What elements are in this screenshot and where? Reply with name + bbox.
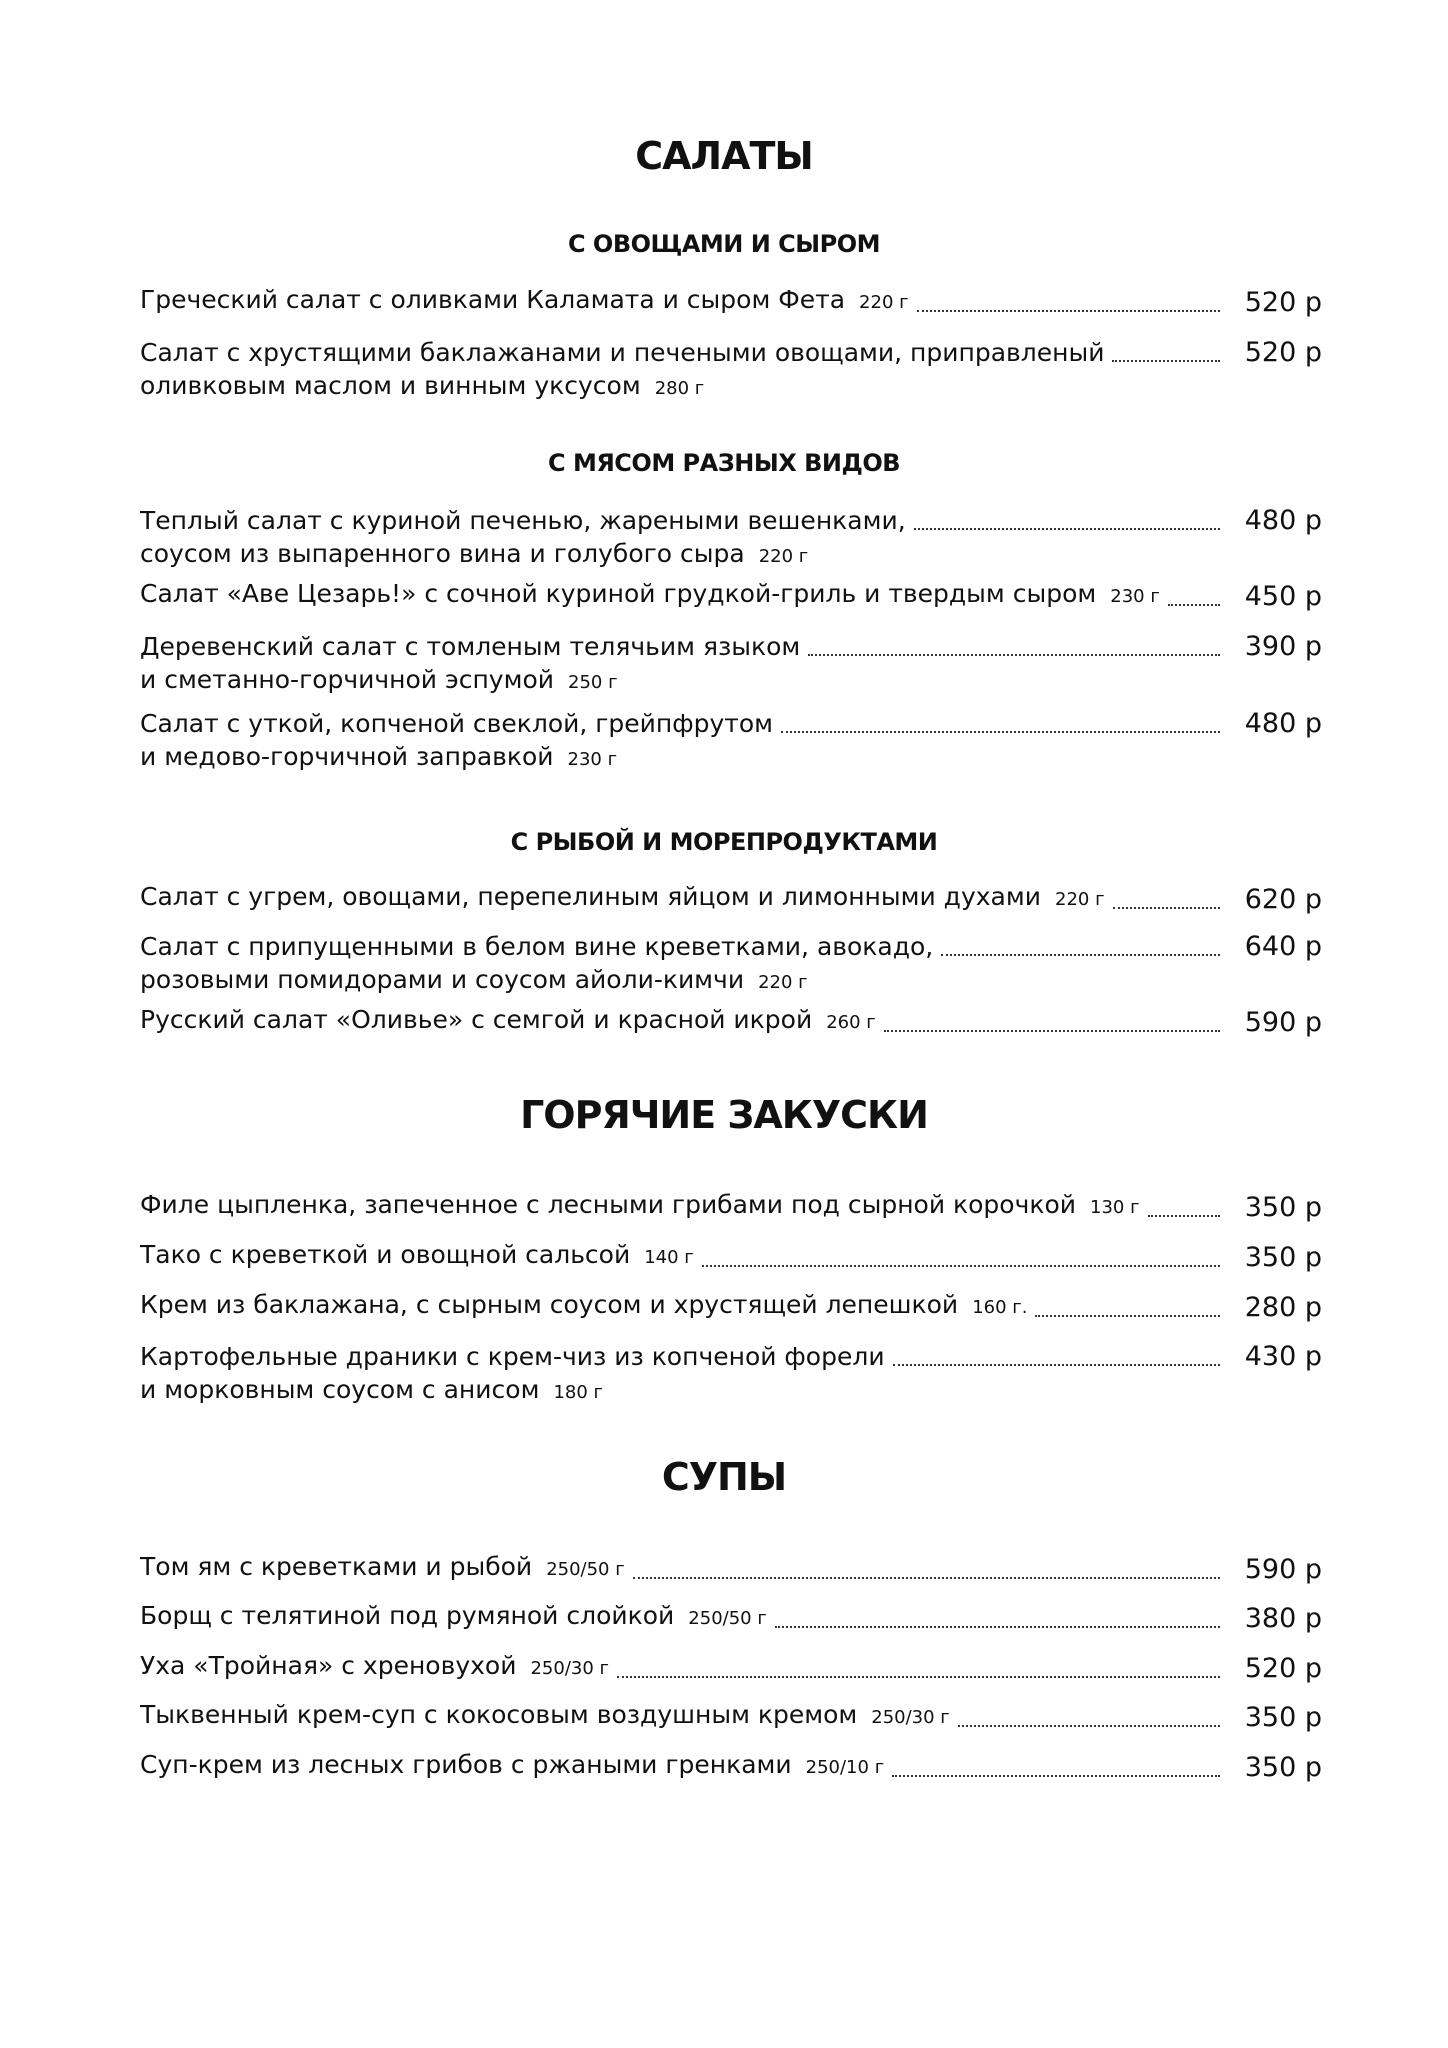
item-weight: 140 г	[644, 1247, 694, 1268]
item-price: 450 р	[1244, 581, 1322, 612]
subsection-title-meat: С МЯСОМ РАЗНЫХ ВИДОВ	[547, 449, 901, 477]
item-name: Картофельные драники с крем-чиз из копченой форели	[140, 1342, 885, 1371]
item-price: 350 р	[1244, 1242, 1322, 1273]
subsection-title-vegetables-cheese: С ОВОЩАМИ И СЫРОМ	[567, 230, 881, 258]
section-title-salads: САЛАТЫ	[635, 134, 813, 178]
dot-leader	[702, 1265, 1220, 1267]
menu-item	[140, 1291, 1322, 1325]
item-weight: 280 г	[654, 378, 705, 399]
item-weight: 260 г	[826, 1012, 876, 1033]
item-name: Салат с хрустящими баклажанами и печеными овощами, приправленый	[140, 338, 1105, 367]
item-name: Тако с креветкой и овощной сальсой	[140, 1240, 631, 1269]
item-price: 280 р	[1244, 1292, 1322, 1323]
item-price: 590 р	[1244, 1007, 1322, 1038]
dot-leader	[1148, 1215, 1220, 1217]
dot-leader	[633, 1577, 1220, 1579]
item-weight: 250/30 г	[530, 1658, 609, 1679]
subsection-title-fish-seafood: С РЫБОЙ И МОРЕПРОДУКТАМИ	[510, 828, 938, 856]
item-name: Крем из баклажана, с сырным соусом и хрустящей лепешкой	[140, 1290, 959, 1319]
dot-leader	[1113, 907, 1220, 909]
menu-item	[140, 1241, 1322, 1275]
item-name-continued: соусом из выпаренного вина и голубого сыра	[140, 539, 745, 568]
item-price: 430 р	[1244, 1341, 1322, 1372]
item-weight: 230 г	[1110, 586, 1160, 607]
dot-leader	[617, 1676, 1220, 1678]
item-price: 590 р	[1244, 1554, 1322, 1585]
item-weight: 230 г	[567, 749, 618, 770]
item-name: Тыквенный крем-суп с кокосовым воздушным кремом	[140, 1700, 858, 1729]
item-price: 390 р	[1244, 631, 1322, 662]
menu-item	[140, 1006, 1322, 1040]
dot-leader	[808, 654, 1220, 656]
item-name: Том ям с креветками и рыбой	[140, 1552, 533, 1581]
item-name: Теплый салат с куриной печенью, жареными вешенками,	[140, 506, 906, 535]
menu-item	[140, 580, 1322, 614]
item-price: 380 р	[1244, 1603, 1322, 1634]
dot-leader	[893, 1364, 1220, 1366]
item-weight: 220 г	[1055, 889, 1105, 910]
dot-leader	[917, 310, 1220, 312]
item-price: 520 р	[1244, 287, 1322, 318]
item-price: 620 р	[1244, 884, 1322, 915]
dot-leader	[1112, 360, 1220, 362]
item-weight: 250/50 г	[688, 1608, 767, 1629]
item-price: 640 р	[1244, 931, 1322, 962]
menu-item	[140, 1602, 1322, 1636]
item-weight: 250/30 г	[871, 1707, 950, 1728]
item-name: Салат «Аве Цезарь!» с сочной куриной грудкой-гриль и твердым сыром	[140, 579, 1097, 608]
item-price: 480 р	[1244, 708, 1322, 739]
item-weight: 180 г	[553, 1382, 603, 1403]
dot-leader	[884, 1030, 1220, 1032]
dot-leader	[892, 1775, 1220, 1777]
menu-item	[140, 1191, 1322, 1225]
menu-item	[140, 883, 1322, 917]
dot-leader	[1035, 1315, 1220, 1317]
item-name: Салат с уткой, копченой свеклой, грейпфрутом	[140, 709, 774, 738]
item-price: 520 р	[1244, 1653, 1322, 1684]
item-price: 480 р	[1244, 505, 1322, 536]
item-price: 350 р	[1244, 1752, 1322, 1783]
dot-leader	[781, 731, 1220, 733]
item-name-continued: и сметанно-горчичной эспумой	[140, 665, 555, 694]
item-name-continued: оливковым маслом и винным уксусом	[140, 371, 641, 400]
item-name: Русский салат «Оливье» с семгой и красной икрой	[140, 1005, 813, 1034]
item-weight: 250/10 г	[805, 1757, 885, 1778]
menu-item	[140, 1652, 1322, 1686]
menu-item	[140, 504, 1322, 573]
section-title-hot-appetizers: ГОРЯЧИЕ ЗАКУСКИ	[520, 1093, 928, 1137]
item-weight: 220 г	[859, 292, 909, 313]
item-name-continued: розовыми помидорами и соусом айоли-кимчи	[140, 965, 745, 994]
menu-item	[140, 336, 1322, 405]
menu-item	[140, 630, 1322, 699]
item-name: Салат с угрем, овощами, перепелиным яйцом и лимонными духами	[140, 882, 1041, 911]
dot-leader	[914, 528, 1220, 530]
item-price: 350 р	[1244, 1702, 1322, 1733]
item-name-continued: и морковным соусом с анисом	[140, 1375, 540, 1404]
item-weight: 250 г	[568, 672, 618, 693]
item-weight: 250/50 г	[546, 1559, 625, 1580]
item-price: 350 р	[1244, 1192, 1322, 1223]
menu-item	[140, 1553, 1322, 1587]
item-weight: 130 г	[1090, 1197, 1140, 1218]
item-name: Борщ с телятиной под румяной слойкой	[140, 1601, 675, 1630]
dot-leader	[941, 954, 1220, 956]
menu-item	[140, 1340, 1322, 1409]
dot-leader	[775, 1626, 1220, 1628]
item-price: 520 р	[1244, 337, 1322, 368]
item-name: Греческий салат с оливками Каламата и сыром Фета	[140, 285, 846, 314]
item-name-continued: и медово-горчичной заправкой	[140, 742, 554, 771]
section-title-soups: СУПЫ	[661, 1455, 787, 1499]
menu-item	[140, 930, 1322, 999]
item-name: Деревенский салат с томленым телячьим языком	[140, 632, 801, 661]
menu-item	[140, 707, 1322, 776]
item-weight: 160 г.	[972, 1297, 1028, 1318]
item-name: Суп-крем из лесных грибов с ржаными гренками	[140, 1750, 792, 1779]
menu-item	[140, 1701, 1322, 1735]
item-weight: 220 г	[758, 972, 808, 993]
dot-leader	[958, 1725, 1220, 1727]
item-weight: 220 г	[758, 546, 809, 567]
dot-leader	[1168, 604, 1220, 606]
item-name: Филе цыпленка, запеченное с лесными грибами под сырной корочкой	[140, 1190, 1077, 1219]
menu-item	[140, 286, 1322, 320]
menu-item	[140, 1751, 1322, 1785]
item-name: Салат с припущенными в белом вине креветками, авокадо,	[140, 932, 934, 961]
item-name: Уха «Тройная» с хреновухой	[140, 1651, 517, 1680]
